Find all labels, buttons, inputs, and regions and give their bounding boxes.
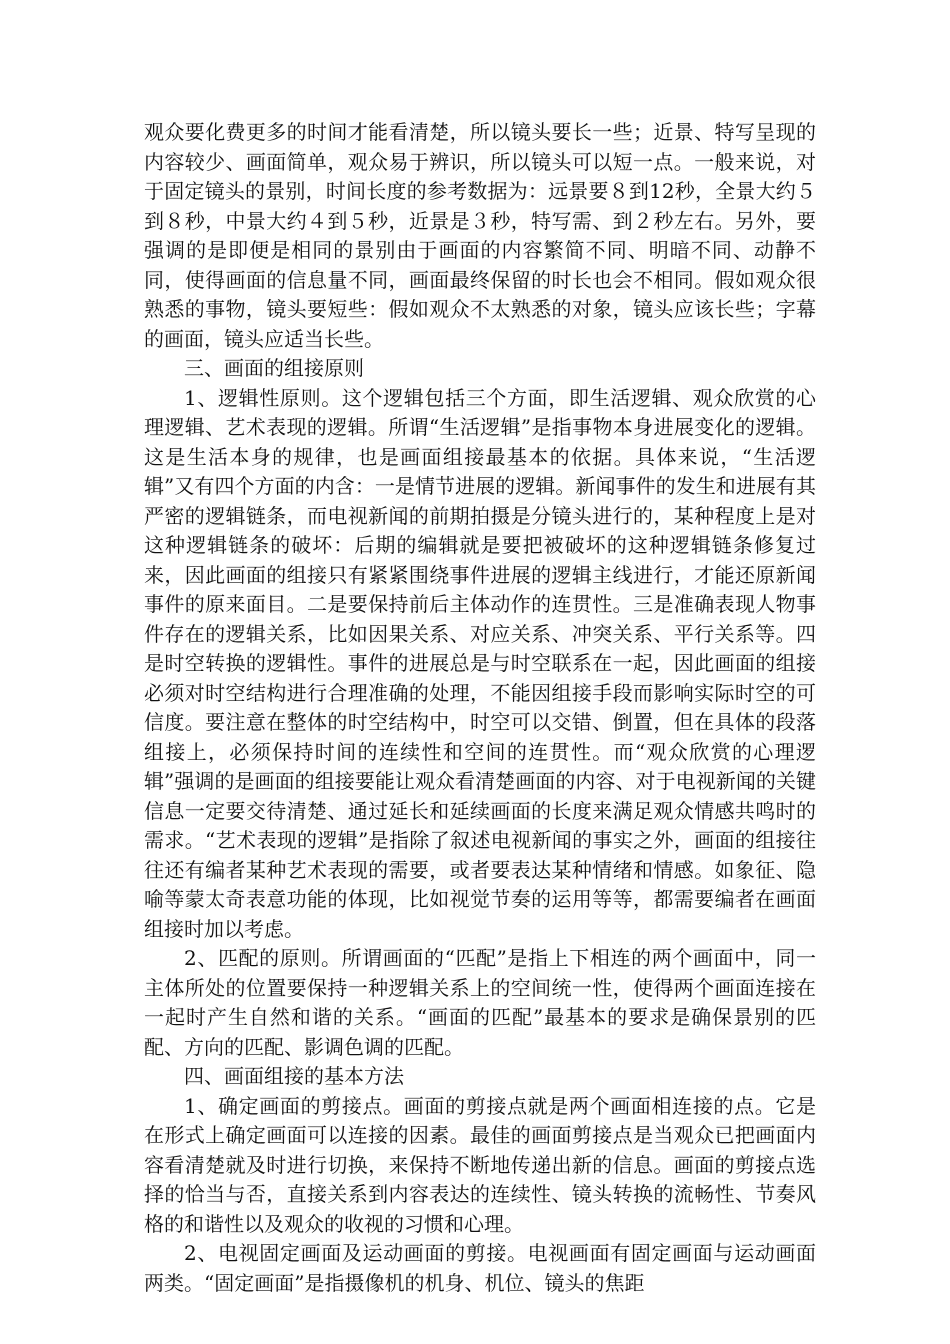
- paragraph-logic-principle: 1、逻辑性原则。这个逻辑包括三个方面，即生活逻辑、观众欣赏的心理逻辑、艺术表现的逻辑。所谓“生活逻辑”是指事物本身进展变化的逻辑。这是生活本身的规律，也是画面组接最基本的依据。具体来说，“生活逻辑”又有四个方面的内含：一是情节进展的逻辑。新闻事件的发生和进展有其严密的逻辑链条，而电视新闻的前期拍摄是分镜头进行的，某种程度上是对这种逻辑链条的破坏：后期的编辑就是要把被破坏的这种逻辑链条修复过来，因此画面的组接只有紧紧围绕事件进展的逻辑主线进行，才能还原新闻事件的原来面目。二是要保持前后主体动作的连贯性。三是准确表现人物事件存在的逻辑关系，比如因果关系、对应关系、冲突关系、平行关系等。四是时空转换的逻辑性。事件的进展总是与时空联系在一起，因此画面的组接必须对时空结构进行合理准确的处理，不能因组接手段而影响实际时空的可信度。要注意在整体的时空结构中，时空可以交错、倒置，但在具体的段落组接上，必须保持时间的连续性和空间的连贯性。而“观众欣赏的心理逻辑”强调的是画面的组接要能让观众看清楚画面的内容、对于电视新闻的关键信息一定要交待清楚、通过延长和延续画面的长度来满足观众情感共鸣时的需求。“艺术表现的逻辑”是指除了叙述电视新闻的事实之外，画面的组接往往还有编者某种艺术表现的需要，或者要表达某种情绪和情感。如象征、隐喻等蒙太奇表意功能的体现，比如视觉节奏的运用等等，都需要编者在画面组接时加以考虑。: [144, 385, 816, 941]
- paragraph-cut-point: 1、确定画面的剪接点。画面的剪接点就是两个画面相连接的点。它是在形式上确定画面可以连接的因素。最佳的画面剪接点是当观众已把画面内容看清楚就及时进行切换，来保持不断地传递出新的信息。画面的剪接点选择的恰当与否，直接关系到内容表达的连续性、镜头转换的流畅性、节奏风格的和谐性以及观众的收视的习惯和心理。: [144, 1093, 816, 1236]
- paragraph-shot-duration: 观众要化费更多的时间才能看清楚，所以镜头要长一些；近景、特写呈现的内容较少、画面简单，观众易于辨识，所以镜头可以短一点。一般来说，对于固定镜头的景别，时间长度的参考数据为：远景要８到12秒，全景大约５到８秒，中景大约４到５秒，近景是３秒，特写需、到２秒左右。另外，要强调的是即便是相同的景别由于画面的内容繁简不同、明暗不同、动静不同，使得画面的信息量不同，画面最终保留的时长也会不相同。假如观众很熟悉的事物，镜头要短些：假如观众不太熟悉的对象，镜头应该长些；字幕的画面，镜头应适当长些。: [144, 120, 816, 351]
- paragraph-fixed-moving-shots: 2、电视固定画面及运动画面的剪接。电视画面有固定画面与运动画面两类。“固定画面”是指摄像机的机身、机位、镜头的焦距: [144, 1241, 816, 1295]
- paragraph-matching-principle: 2、匹配的原则。所谓画面的“匹配”是指上下相连的两个画面中，同一主体所处的位置要保持一种逻辑关系上的空间统一性，使得两个画面连接在一起时产生自然和谐的关系。“画面的匹配”最基本的要求是确保景别的匹配、方向的匹配、影调色调的匹配。: [144, 946, 816, 1059]
- document-body: [144, 118, 816, 1298]
- heading-section-four: 四、画面组接的基本方法: [184, 1064, 404, 1088]
- heading-section-three: 三、画面的组接原则: [184, 356, 364, 380]
